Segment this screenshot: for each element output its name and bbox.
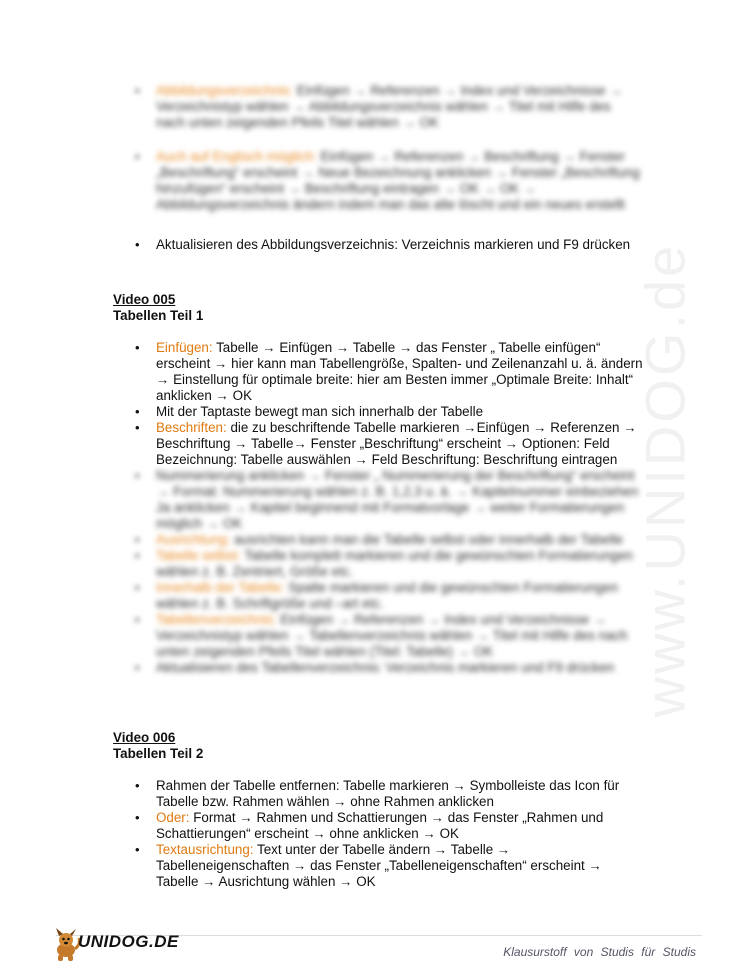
- item-highlight: Innerhalb der Tabelle:: [156, 580, 285, 595]
- section-heading-video006: [113, 730, 203, 762]
- item-text: Spalte markieren und die gewünschten Formatierungen wählen z. B. Schriftgröße und –art etc.: [156, 580, 619, 611]
- item-highlight: Textausrichtung:: [156, 842, 254, 857]
- item-highlight: Einfügen:: [156, 340, 213, 355]
- item-text: Tabelle → Einfügen → Tabelle → das Fenster „ Tabelle einfügen“ erscheint → hier kann man Tabellengröße, Spalten- und Zeilenanzahl u. ä. ändern → Einstellung für optimale breite: hier am Besten immer „Optimale Breite: Inhalt“ anklicken → OK: [156, 340, 643, 403]
- logo-text: UNIDOG.DE: [78, 932, 179, 951]
- list-item: [113, 532, 643, 548]
- list-item: [113, 842, 643, 890]
- item-highlight: Auch auf Englisch möglich:: [156, 149, 317, 164]
- list-item: [113, 660, 643, 676]
- item-text: Einfügen → Referenzen → Index und Verzeichnisse → Verzeichnistyp wählen → Abbildungsverzeichnis wählen → Titel mit Hilfe des nach unten zeigenden Pfeils Titel wählen → OK: [156, 83, 623, 130]
- video005-list: [113, 340, 643, 676]
- item-highlight: Tabelle selbst:: [156, 548, 241, 563]
- item-text: Tabelle komplett markieren und die gewünschten Formatierungen wählen z. B. Zentriert, Größe etc.: [156, 548, 633, 579]
- list-item: [113, 340, 643, 404]
- item-text: Einfügen → Referenzen → Beschriftung → Fenster „Beschriftung“ erscheint → Neue Bezeichnung anklicken → Fenster „Beschriftung hinzufügen“ erscheint → Beschriftung eintragen → OK → OK → Abbildungsverzeichnis ändern indem man das alte löscht und ein neues erstellt: [156, 149, 640, 212]
- item-text: ausrichten kann man die Tabelle selbst oder innerhalb der Tabelle: [230, 532, 623, 547]
- list-item: [113, 810, 643, 842]
- video006-list: [113, 778, 643, 890]
- list-item: [113, 612, 643, 660]
- item-text: Aktualisieren des Tabellenverzeichnis: Verzeichnis markieren und F9 drücken: [156, 660, 615, 675]
- list-item: [113, 468, 643, 532]
- item-text: Text unter der Tabelle ändern → Tabelle → Tabelleneigenschaften → das Fenster „Tabelleneigenschaften“ erscheint → Tabelle → Ausrichtung wählen → OK: [156, 842, 602, 889]
- item-text: Rahmen der Tabelle entfernen: Tabelle markieren → Symbolleiste das Icon für Tabelle bzw. Rahmen wählen → ohne Rahmen anklicken: [156, 778, 620, 809]
- list-item: [113, 580, 643, 612]
- item-text: Mit der Taptaste bewegt man sich innerhalb der Tabelle: [156, 404, 484, 419]
- item-highlight: Ausrichtung:: [156, 532, 231, 547]
- item-text: Format → Rahmen und Schattierungen → das Fenster „Rahmen und Schattierungen“ erscheint → ohne anklicken → OK: [156, 810, 604, 841]
- item-text: die zu beschriftende Tabelle markieren →Einfügen → Referenzen → Beschriftung → Tabelle→ Fenster „Beschriftung“ erscheint → Optionen: Feld Bezeichnung: Tabelle auswählen → Feld Beschriftung: Beschriftung eintragen: [156, 420, 637, 467]
- section-title: Tabellen Teil 1: [113, 308, 204, 323]
- watermark-text: www.UNIDOG.de: [633, 242, 697, 718]
- top-list-block: [113, 83, 643, 253]
- list-item: [113, 548, 643, 580]
- item-highlight: Oder:: [156, 810, 190, 825]
- list-item: [113, 237, 643, 253]
- item-text: Aktualisieren des Abbildungsverzeichnis: Verzeichnis markieren und F9 drücken: [156, 237, 631, 252]
- footer-tagline: Klausurstoff von Studis für Studis: [503, 945, 696, 959]
- list-item: [113, 83, 643, 131]
- item-highlight: Abbildungsverzeichnis:: [156, 83, 293, 98]
- video-label: Video 005: [113, 292, 176, 307]
- item-text: Nummerierung anklicken → Fenster „ Nummerierung der Beschriftung“ erscheint → Format: Nummerierung wählen z. B. 1,2,3 u. ä. → Kapitelnummer einbeziehen Ja anklicken → Kapitel beginnend mit Formatvorlage → weiter Formatierungen möglich → OK: [156, 468, 639, 531]
- section-heading-video005: [113, 292, 203, 324]
- list-item: [113, 778, 643, 810]
- video-label: Video 006: [113, 730, 176, 745]
- item-highlight: Beschriften:: [156, 420, 227, 435]
- list-item: [113, 149, 643, 213]
- list-item: [113, 420, 643, 468]
- item-highlight: Tabellenverzeichnis:: [156, 612, 277, 627]
- list-item: [113, 404, 643, 420]
- item-text: Einfügen → Referenzen → Index und Verzeichnisse → Verzeichnistyp wählen → Tabellenverzeichnis wählen → Titel mit Hilfe des nach unten zeigenden Pfeils Titel wählen (Titel: Tabelle) → OK: [156, 612, 628, 659]
- section-title: Tabellen Teil 2: [113, 746, 204, 761]
